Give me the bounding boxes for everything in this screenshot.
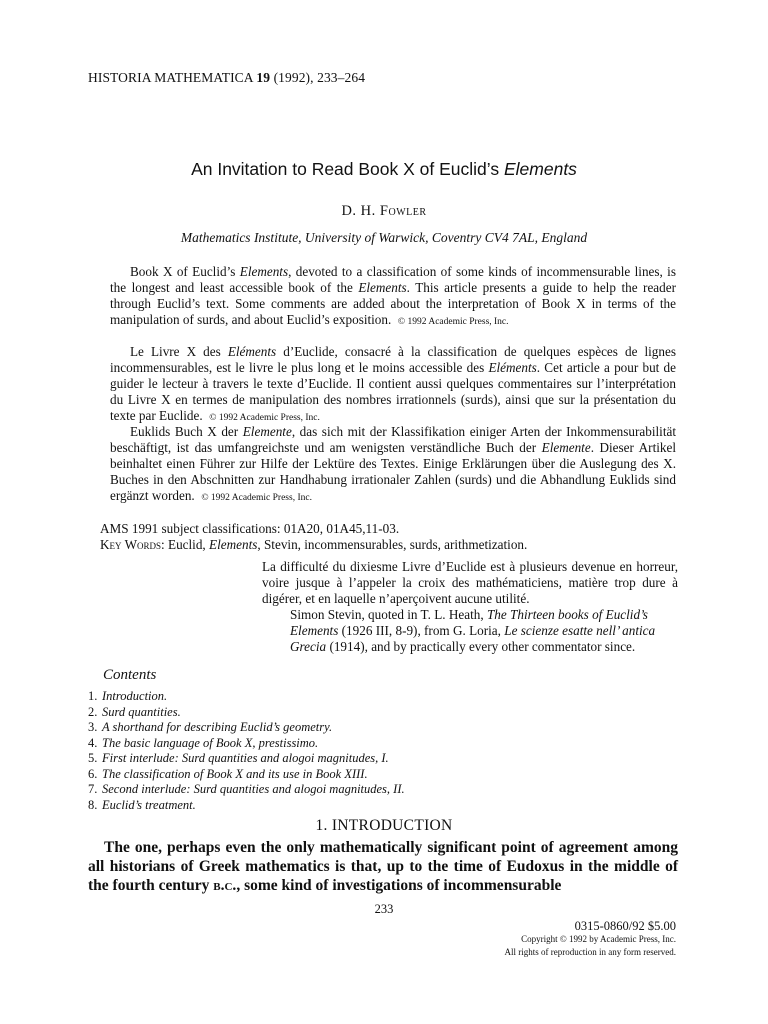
- footer-copyright: Copyright © 1992 by Academic Press, Inc.: [521, 934, 676, 944]
- author-affiliation: Mathematics Institute, University of Warwick, Coventry CV4 7AL, England: [180, 230, 588, 245]
- abstract-en-italic-1: Elements: [239, 264, 289, 279]
- body-text-1: The one, perhaps even the only mathematically significant point of agreement among all historians of Greek mathematics is that, up to the time of Eudoxus in the middle of the fourth century: [88, 839, 678, 894]
- epigraph: [262, 559, 678, 655]
- author-surname: Fowler: [379, 203, 427, 219]
- publisher-footer: [505, 920, 676, 959]
- contents-item-label: The basic language of Book X, prestissimo.: [102, 735, 319, 750]
- epigraph-attr-3: (1914), and by practically every other commentator since.: [326, 639, 636, 654]
- abstract-de-text-1: Euklids Buch X der: [130, 424, 243, 439]
- contents-item[interactable]: [88, 767, 405, 783]
- ams-classification: AMS 1991 subject classifications: 01A20, 01A45,11-03.: [100, 521, 400, 536]
- contents-item-label: The classification of Book X and its use in Book XIII.: [102, 766, 368, 781]
- footer-rights: All rights of reproduction in any form reserved.: [504, 947, 676, 957]
- abstract-en-text-3: . This article presents a guide to help the reader through Euclid’s text. Some comments are added about the interpretation of Book X in terms of the manipulation of surds, and about Euclid’s exposition.: [110, 280, 676, 327]
- title-main: An Invitation to Read Book X of Euclid’s: [191, 159, 504, 179]
- abstract-fr-text-1: Le Livre X des: [130, 344, 228, 359]
- body-text-2: , some kind of investigations of incommensurable: [236, 877, 562, 894]
- abstract-en-text-1: Book X of Euclid’s: [130, 264, 240, 279]
- title-italic: Elements: [503, 159, 577, 179]
- abstract-en-text-2: , devoted to a classification of some kinds of incommensurable lines, is the longest and least accessible book of the: [110, 264, 676, 295]
- abstract-de-italic-1: Elemente: [242, 424, 292, 439]
- abstract-english: [110, 264, 676, 330]
- abstract-french: [110, 344, 676, 426]
- contents-item[interactable]: [88, 751, 405, 767]
- abstract-fr-text-2: d’Euclide, consacré à la classification de quelques espèces de lignes incommensurables, est le livre le plus long et le moins accessible des: [110, 344, 676, 375]
- key-words-label: Key Words: [100, 537, 162, 552]
- contents-item[interactable]: [88, 798, 405, 814]
- contents-list: [88, 689, 405, 813]
- contents-item-number: 1.: [88, 689, 98, 703]
- abstract-de-text-3: . Dieser Artikel beinhaltet einen Führer zur Hilfe der Lektüre des Textes. Einige Erklärungen über die Auslegung des X. Buches in den Abschnitten zur Handhabung irrationaler Zahlen (surds) und die Abhandlung Euklids sind ergänzt worden.: [110, 440, 677, 503]
- journal-name: HISTORIA MATHEMATICA: [88, 70, 253, 85]
- page-number: 233: [374, 902, 394, 916]
- abstract-de-text-2: , das sich mit der Klassifikation einiger Arten der Inkommensurabilität beschäftigt, ist das umfangreichste und am wenigsten verständliche Buch der: [110, 424, 677, 455]
- abstract-de-copyright: © 1992 Academic Press, Inc.: [201, 493, 312, 503]
- contents-item-number: 4.: [88, 735, 98, 750]
- contents-item-number: 6.: [88, 766, 98, 781]
- contents-item-number: 2.: [88, 704, 98, 719]
- contents-item-label: A shorthand for describing Euclid’s geometry.: [102, 720, 333, 734]
- contents-item-label: Surd quantities.: [102, 704, 181, 719]
- author-initials: D. H.: [341, 203, 380, 219]
- key-words-post: , Stevin, incommensurables, surds, arithmetization.: [257, 537, 528, 552]
- epigraph-text: La difficulté du dixiesme Livre d’Euclide est à plusieurs devenue en horreur, voire jusque à l’appeler la croix des mathématiciens, matière trop dure à digérer, et en laquelle n’aperçoivent aucune utilité.: [262, 559, 678, 606]
- epigraph-attr-2: (1926 III, 8-9), from G. Loria,: [338, 623, 505, 638]
- article-title: [0, 159, 768, 180]
- contents-item[interactable]: [88, 705, 405, 721]
- article-code: 0315-0860/92 $5.00: [574, 919, 676, 933]
- abstract-fr-italic-1: Eléments: [227, 344, 277, 359]
- journal-year-pages: (1992), 233–264: [273, 70, 366, 85]
- classification-block: [100, 521, 527, 553]
- epigraph-attribution: [262, 607, 678, 655]
- contents-item[interactable]: [88, 736, 405, 752]
- contents-heading: Contents: [103, 667, 157, 683]
- contents-item-number: 3.: [88, 720, 98, 734]
- journal-header: [88, 70, 365, 86]
- key-words: [100, 537, 527, 553]
- contents-item-number: 7.: [88, 782, 98, 796]
- contents-item[interactable]: [88, 720, 405, 736]
- abstract-fr-italic-2: Eléments: [488, 360, 537, 375]
- abstract-fr-copyright: © 1992 Academic Press, Inc.: [209, 413, 320, 423]
- abstract-de-italic-2: Elemente: [541, 440, 591, 455]
- contents-item[interactable]: [88, 689, 405, 705]
- key-words-italic: Elements: [209, 537, 258, 552]
- contents-item-number: 5.: [88, 751, 98, 765]
- epigraph-attr-1: Simon Stevin, quoted in T. L. Heath,: [290, 607, 487, 622]
- abstract-en-italic-2: Elements: [358, 280, 407, 295]
- key-words-pre: : Euclid,: [161, 537, 210, 552]
- abstract-fr-text-3: . Cet article a pour but de guider le lecteur à travers le texte d’Euclide. Il contient aussi quelques commentaires sur l’interprétation du Livre X en termes de manipulation des nombres irrationnels (surds), ainsi que sur la présentation du texte par Euclide.: [110, 360, 676, 423]
- contents-item-label: Introduction.: [102, 689, 168, 703]
- body-bc: b.c.: [213, 877, 237, 894]
- abstract-german: [110, 424, 676, 506]
- contents-item-label: Second interlude: Surd quantities and alogoi magnitudes, II.: [102, 782, 405, 796]
- article-author: [0, 203, 768, 220]
- section-body: [88, 838, 678, 895]
- epigraph-attr-source: Le scienze esatte nell’ antica Grecia: [290, 623, 656, 654]
- epigraph-attr-book: The Thirteen books of Euclid’s Elements: [290, 607, 648, 638]
- contents-item[interactable]: [88, 782, 405, 798]
- section-heading: 1. INTRODUCTION: [315, 817, 453, 834]
- contents-item-label: Euclid’s treatment.: [102, 797, 196, 812]
- contents-item-number: 8.: [88, 797, 98, 812]
- journal-volume: 19: [256, 70, 271, 85]
- contents-item-label: First interlude: Surd quantities and alogoi magnitudes, I.: [102, 751, 389, 765]
- abstract-en-copyright: © 1992 Academic Press, Inc.: [397, 317, 509, 327]
